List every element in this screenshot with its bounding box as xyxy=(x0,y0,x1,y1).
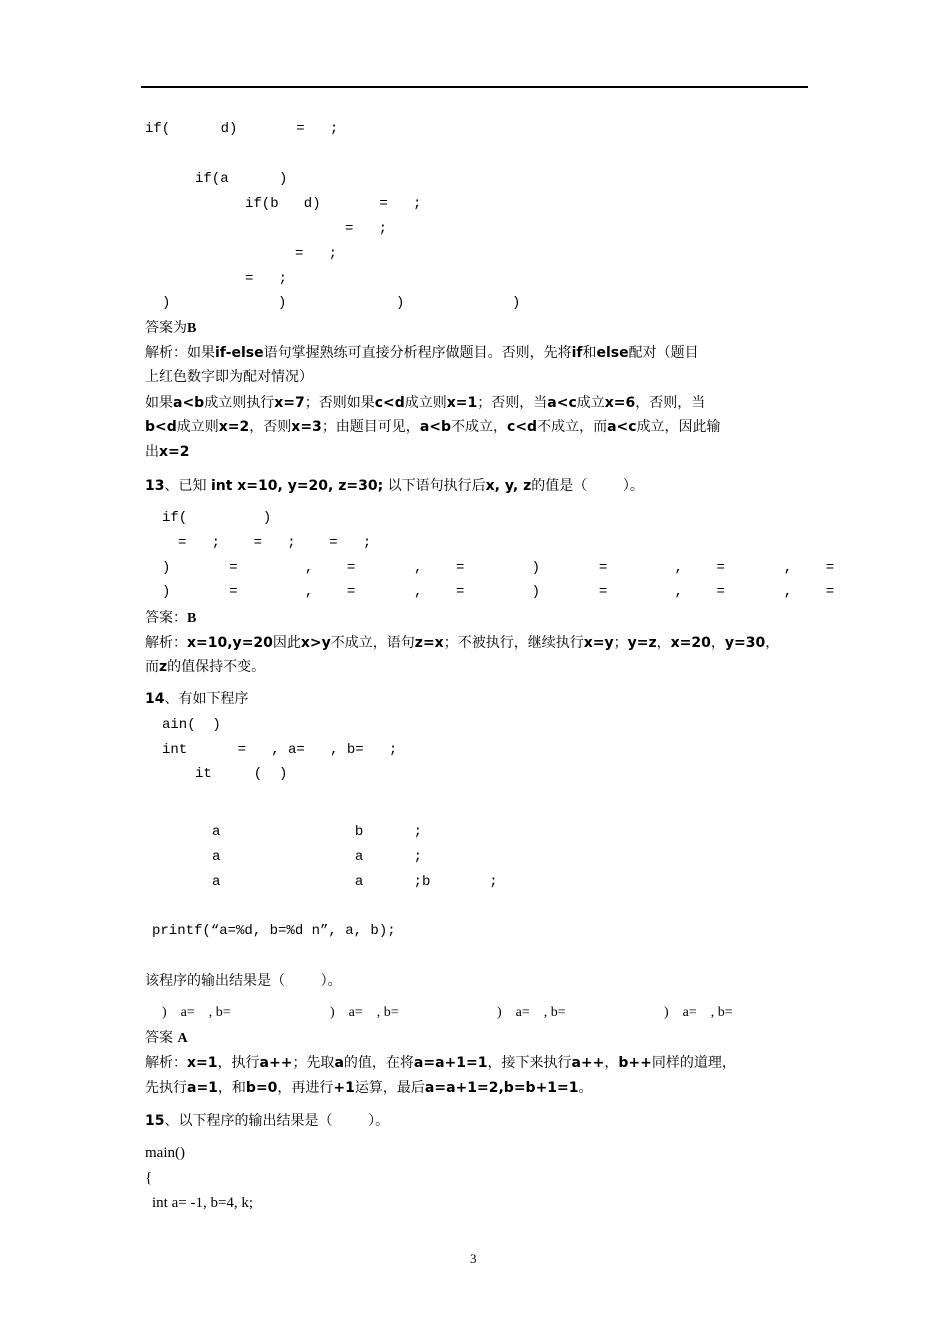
q15-code-line: int a= -1, b=4, k; xyxy=(152,1195,254,1211)
q14-question: 该程序的输出结果是（ ）。 xyxy=(145,973,342,989)
page-number: 3 xyxy=(470,1251,477,1266)
q12-code-line: if(b d) = ; xyxy=(245,196,422,212)
q14-option: ) a= , b= xyxy=(497,1005,566,1020)
q14-analysis-line1: 解析：x=1，执行a++；先取a的值，在将a=a+1=1，接下来执行a++，b++同样的道理， xyxy=(145,1055,736,1071)
q14-code-line: it ( ) xyxy=(195,766,288,782)
q14-code-line: a a ; xyxy=(212,849,423,865)
q12-analysis-line5: 出x=2 xyxy=(145,444,190,460)
q13-analysis-line2: 而z的值保持不变。 xyxy=(145,659,266,675)
q12-option: ) xyxy=(396,295,405,311)
q15-code-line: { xyxy=(145,1170,153,1186)
q14-code-line: a a ;b ; xyxy=(212,874,498,890)
q13-title: 13、已知 int x=10, y=20, z=30; 以下语句执行后x, y, z的值是（ ）。 xyxy=(145,478,644,494)
q13-answer: 答案：B xyxy=(145,610,197,626)
q14-code-line: a b ; xyxy=(212,824,423,840)
q12-code-line: = ; xyxy=(245,271,288,287)
q13-analysis-line1: 解析：x=10,y=20因此x>y不成立，语句z=x；不被执行，继续执行x=y；y=z，x=20，y=30， xyxy=(145,635,780,651)
q15-code-line: main() xyxy=(145,1145,185,1161)
q12-code-line: = ; xyxy=(345,221,388,237)
q15-title: 15、以下程序的输出结果是（ ）。 xyxy=(145,1113,390,1129)
q14-title: 14、有如下程序 xyxy=(145,691,249,707)
q12-option: ) xyxy=(512,295,521,311)
q13-code-line: = ; = ; = ; xyxy=(178,535,372,551)
q12-answer: 答案为B xyxy=(145,320,197,336)
q12-code-line: if( d) = ; xyxy=(145,121,339,137)
q13-options-row: ) = , = , = ) = , = , = xyxy=(162,560,835,576)
q14-code-line: ain( ) xyxy=(162,717,221,733)
q14-option: ) a= , b= xyxy=(330,1005,399,1020)
q14-analysis-line2: 先执行a=1，和b=0，再进行+1运算，最后a=a+1=2,b=b+1=1。 xyxy=(145,1080,593,1096)
q12-option: ) xyxy=(162,295,171,311)
q14-code-line: printf(“a=%d, b=%d n”, a, b); xyxy=(152,923,396,939)
q12-code-line: if(a ) xyxy=(195,171,288,187)
header-rule xyxy=(141,86,808,88)
q13-code-line: if( ) xyxy=(162,510,272,526)
q14-option: ) a= , b= xyxy=(664,1005,733,1020)
q12-code-line: = ; xyxy=(295,246,338,262)
q12-analysis-line1: 解析：如果if-else语句掌握熟练可直接分析程序做题目。否则，先将if和else配对（题目 xyxy=(145,345,699,361)
q12-option: ) xyxy=(278,295,287,311)
q14-option: ) a= , b= xyxy=(162,1005,231,1020)
q13-options-row: ) = , = , = ) = , = , = xyxy=(162,584,835,600)
q14-answer: 答案 A xyxy=(145,1030,188,1046)
q12-analysis-line4: b<d成立则x=2，否则x=3；由题目可见，a<b不成立，c<d不成立，而a<c成立，因此输 xyxy=(145,419,721,435)
q14-code-line: int = , a= , b= ; xyxy=(162,742,398,758)
q12-analysis-line3: 如果a<b成立则执行x=7；否则如果c<d成立则x=1；否则，当a<c成立x=6，否则，当 xyxy=(145,395,706,411)
q12-analysis-line2: 上红色数字即为配对情况） xyxy=(145,369,313,385)
